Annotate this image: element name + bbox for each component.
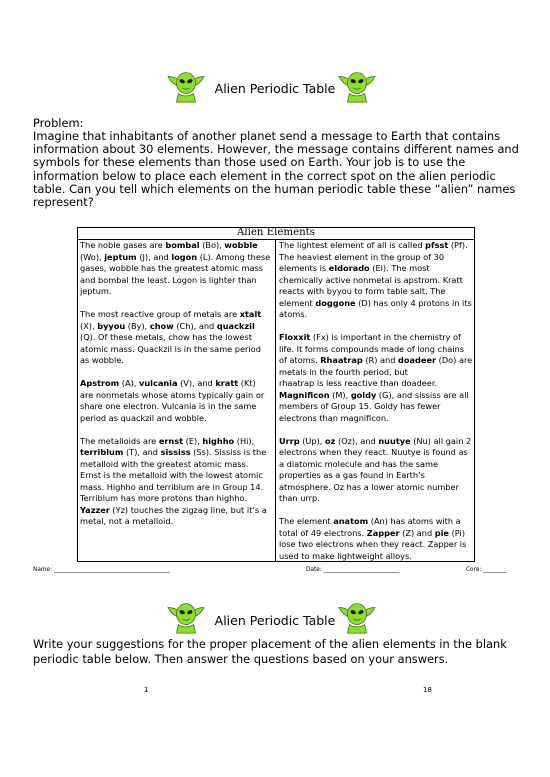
page-number-right: 18 [423,686,432,694]
element-name: sississ [160,447,191,457]
element-name: bombal [165,240,200,250]
element-name: quackzil [216,320,255,331]
element-name: anatom [333,516,369,526]
element-name: doggone [315,297,356,308]
clue-paragraph: Floxxit (Fx) is important in the chemistry of life. It forms compounds made of long chains of atoms. Rhaatrap (R) and doadeer (Do) are metals in the fourth period, but rhaatrap is less reactive than doadeer. Magnificon (M), goldy (G), and sississ are all members of Group 15. Goldy has fewer electrons than magnificon. [279,332,473,423]
element-name: vulcania [139,378,178,388]
element-name: pfsst [425,240,449,250]
problem-text: Imagine that inhabitants of another planet send a message to Earth that contains information about 30 elements. However, the message contains different names and symbols for these elements than those used on Earth. Your job is to use the information below to place each element in the correct spot on the alien periodic table. Can you tell which elements on the human periodic table these “alien” names represent? [33,129,519,210]
page-number-left: 1 [144,686,149,694]
element-name: Rhaatrap [320,355,363,365]
element-name: Magnificon [279,389,330,400]
element-name: xtalt [239,309,262,319]
element-name: Urrp [279,435,300,446]
page-title-2: Alien Periodic Table [214,613,336,628]
instructions-text: Write your suggestions for the proper placement of the alien elements in the blank periodic table below. Then answer the questions based on your answers. [33,637,507,666]
table-title: Alien Elements [237,227,315,238]
element-name: doadeer [398,355,437,365]
clue-paragraph: The most reactive group of metals are xtalt (X), byyou (By), chow (Ch), and quackzil (Q). Of these metals, chow has the lowest atomic mass. Quackzil is in the same period as wobble. [80,309,262,365]
name-field: Name: ________________________________________ [33,567,170,573]
element-name: byyou [97,320,126,331]
element-name: terriblum [80,447,124,457]
clue-paragraph: The noble gases are bombal (Bo), wobble (Wo), jeptum (J), and logon (L). Among these gases, wobble has the greatest atomic mass and bombal the least. Logon is lighter than jeptum. [80,240,271,296]
clue-paragraph: Apstrom (A), vulcania (V), and kratt (Kt) are nonmetals whose atoms typically gain or share one electron. Vulcania is in the same period as quackzil and wobble. [80,378,265,423]
clue-paragraph: Urrp (Up), oz (Oz), and nuutye (Nu) all gain 2 electrons when they react. Nuutye is found as a diatomic molecule and has the same properties as a gas found in Earth’s atmosphere. Oz has a lower atomic number than urrp. [279,435,472,503]
element-name: highho [202,435,235,446]
clues-left-column [80,240,272,539]
element-name: pie [434,527,449,538]
date-field: Date: __________________________ [306,567,400,573]
element-name: Zapper [366,527,400,538]
element-name: wobble [224,240,258,250]
element-name: jeptum [104,251,137,262]
element-name: ernst [158,435,184,446]
clue-paragraph: The metalloids are ernst (E), highho (Hi), terriblum (T), and sississ (Ss). Sississ is the metalloid with the greatest atomic mass. Ernst is the metalloid with the lowest atomic mass. Highho and terriblum are in Group 14. Terriblum has more protons than highho. Yazzer (Yz) touches the zigzag line, but it’s a metal, not a metalloid. [80,435,267,526]
clue-paragraph: The element anatom (An) has atoms with a total of 49 electrons. Zapper (Z) and pie (Pi) lose two electrons when they react. Zapper is used to make lightweight alloys. [279,516,467,561]
element-name: Yazzer [80,504,110,515]
clues-right-column [279,240,473,574]
table-column-divider [275,239,276,562]
element-name: chow [149,320,174,331]
element-name: logon [171,251,198,262]
element-name: goldy [350,389,377,400]
element-name: Floxxit [279,332,311,342]
clue-paragraph: The lightest element of all is called pfsst (Pf). The heaviest element in the group of 30 elements is eldorado (El). The most chemically active nonmetal is apstrom. Kratt reacts with byyou to form table salt. The element doggone (D) has only 4 protons in its atoms. [279,240,472,319]
problem-label: Problem: [33,116,84,130]
page-title: Alien Periodic Table [214,81,336,96]
element-name: kratt [215,378,239,388]
element-name: eldorado [328,263,370,273]
core-field: Core: ________ [466,567,507,573]
element-name: Apstrom [80,378,120,388]
element-name: oz [324,435,336,446]
element-name: nuutye [378,435,411,446]
